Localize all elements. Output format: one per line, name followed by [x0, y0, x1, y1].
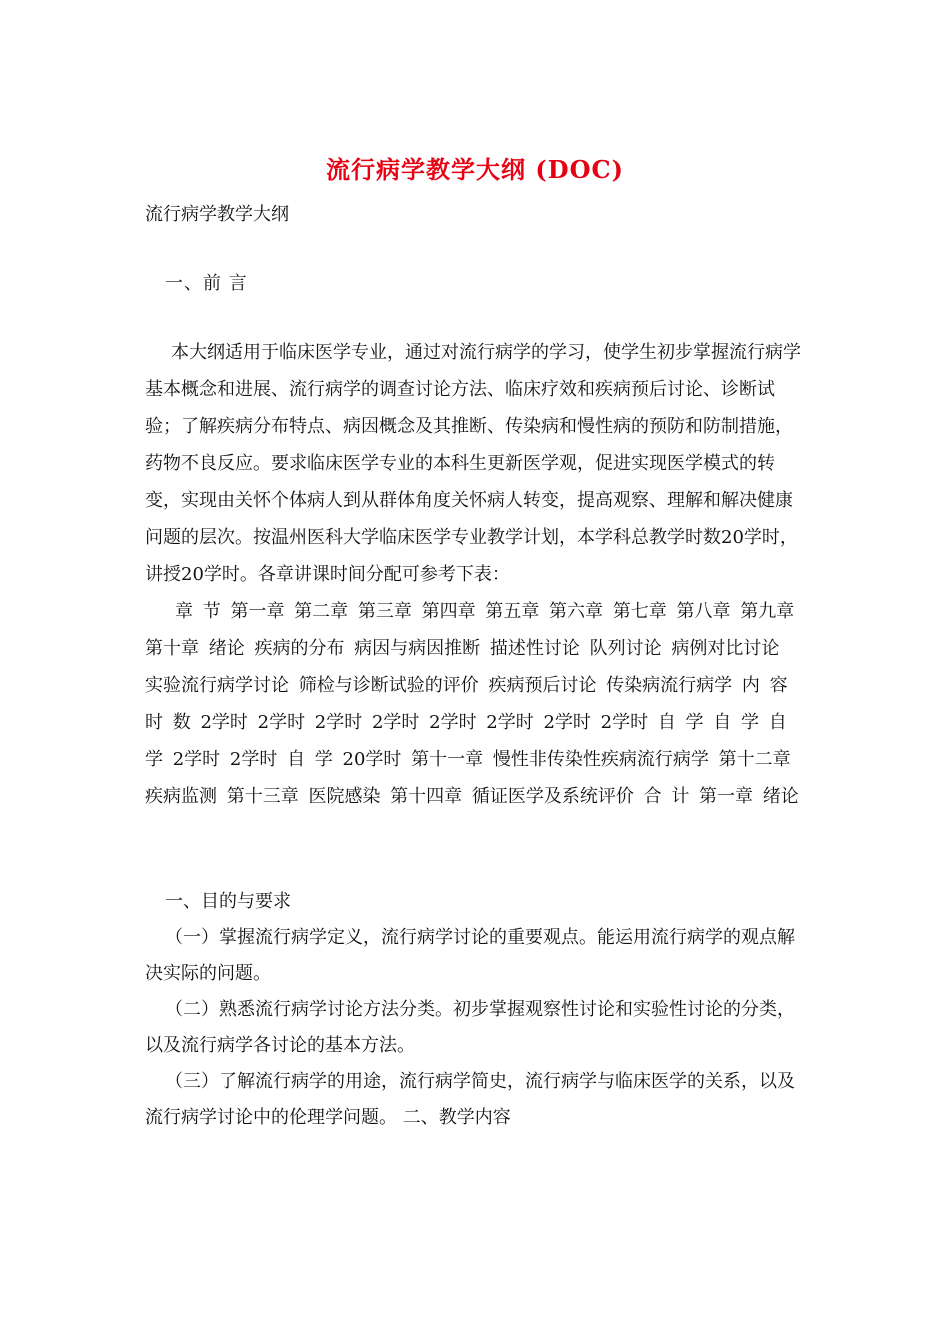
goals-heading: 一、目的与要求: [165, 891, 291, 912]
preface-body: [145, 334, 805, 815]
document-title: 流行病学教学大纲 (DOC): [326, 155, 624, 184]
section-heading-preface: 一、前 言: [165, 273, 248, 294]
preface-paragraph: 本大纲适用于临床医学专业，通过对流行病学的学习，使学生初步掌握流行病学基本概念和进展、流行病学的调查讨论方法、临床疗效和疾病预后讨论、诊断试验；了解疾病分布特点、病因概念及其推断、传染病和慢性病的预防和防制措施，药物不良反应。要求临床医学专业的本科生更新医学观，促进实现医学模式的转变，实现由关怀个体病人到从群体角度关怀病人转变，提高观察、理解和解决健康问题的层次。按温州医科大学临床医学专业教学计划，本学科总教学时数20学时，讲授20学时。各章讲课时间分配可参考下表：: [145, 342, 801, 585]
schedule-paragraph: 章 节 第一章 第二章 第三章 第四章 第五章 第六章 第七章 第八章 第九章 第十章 绪论 疾病的分布 病因与病因推断 描述性讨论 队列讨论 病例对比讨论 实验流行病学讨论 筛检与诊断试验的评价 疾病预后讨论 传染病流行病学 内 容 时 数 2学时 2学时 2学时 2学时 2学时 2学时 2学时 2学时 自 学 自 学 自 学 2学时 2学时 自 学 20学时 第十一章 慢性非传染性疾病流行病学 第十二章 疾病监测 第十三章 医院感染 第十四章 循证医学及系统评价 合 计 第一章 绪论: [145, 601, 799, 807]
goal-item: （一）掌握流行病学定义，流行病学讨论的重要观点。能运用流行病学的观点解决实际的问题。: [145, 927, 795, 984]
goal-item: （二）熟悉流行病学讨论方法分类。初步掌握观察性讨论和实验性讨论的分类，以及流行病学各讨论的基本方法。: [145, 999, 795, 1056]
goal-item: （三）了解流行病学的用途，流行病学简史，流行病学与临床医学的关系，以及流行病学讨论中的伦理学问题。 二、教学内容: [145, 1071, 795, 1128]
document-subtitle: 流行病学教学大纲: [145, 204, 289, 225]
goals-section: [145, 884, 805, 1136]
